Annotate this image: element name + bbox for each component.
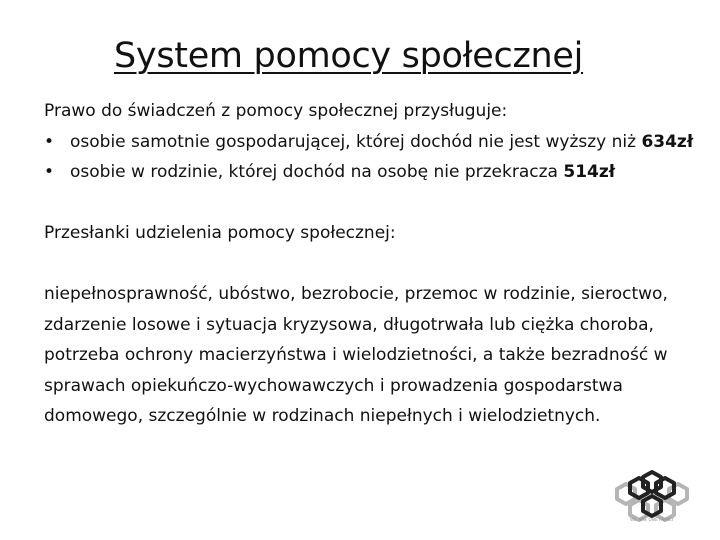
eligibility-list [44,127,704,188]
list-item [44,157,704,188]
spacer [44,249,704,280]
intro-text: Prawo do świadczeń z pomocy społecznej przysługuje: [44,101,508,121]
list-item-amount: 634zł [641,131,694,152]
logo-tagline: WE ARE ONE FAMILY [630,517,674,522]
premises-heading: Przesłanki udzielenia pomocy społecznej: [44,223,396,243]
bullet-icon: • [44,131,55,152]
premises-text: niepełnosprawność, ubóstwo, bezrobocie, przemoc w rodzinie, sieroctwo, zdarzenie losowe i sytuacja kryzysowa, długotrwała lub ciężka choroba, potrzeba ochrony macierzyństwa i wielodzietności, a także bezradność w sprawach opiekuńczo-wychowawczych i prowadzenia gospodarstwa domowego, szczególnie w rodzinach niepełnych i wielodzietnych. [44,284,668,426]
list-item-text: osobie samotnie gospodarującej, której dochód nie jest wyższy niż [70,131,642,152]
slide-title: System pomocy społecznej [114,36,584,76]
list-item-amount: 514zł [563,162,616,182]
list-item [44,127,704,158]
spacer [44,188,704,219]
slide-body [44,96,704,432]
bullet-icon: • [44,162,55,182]
list-item-text: osobie w rodzinie, której dochód na osobę nie przekracza [70,162,564,182]
